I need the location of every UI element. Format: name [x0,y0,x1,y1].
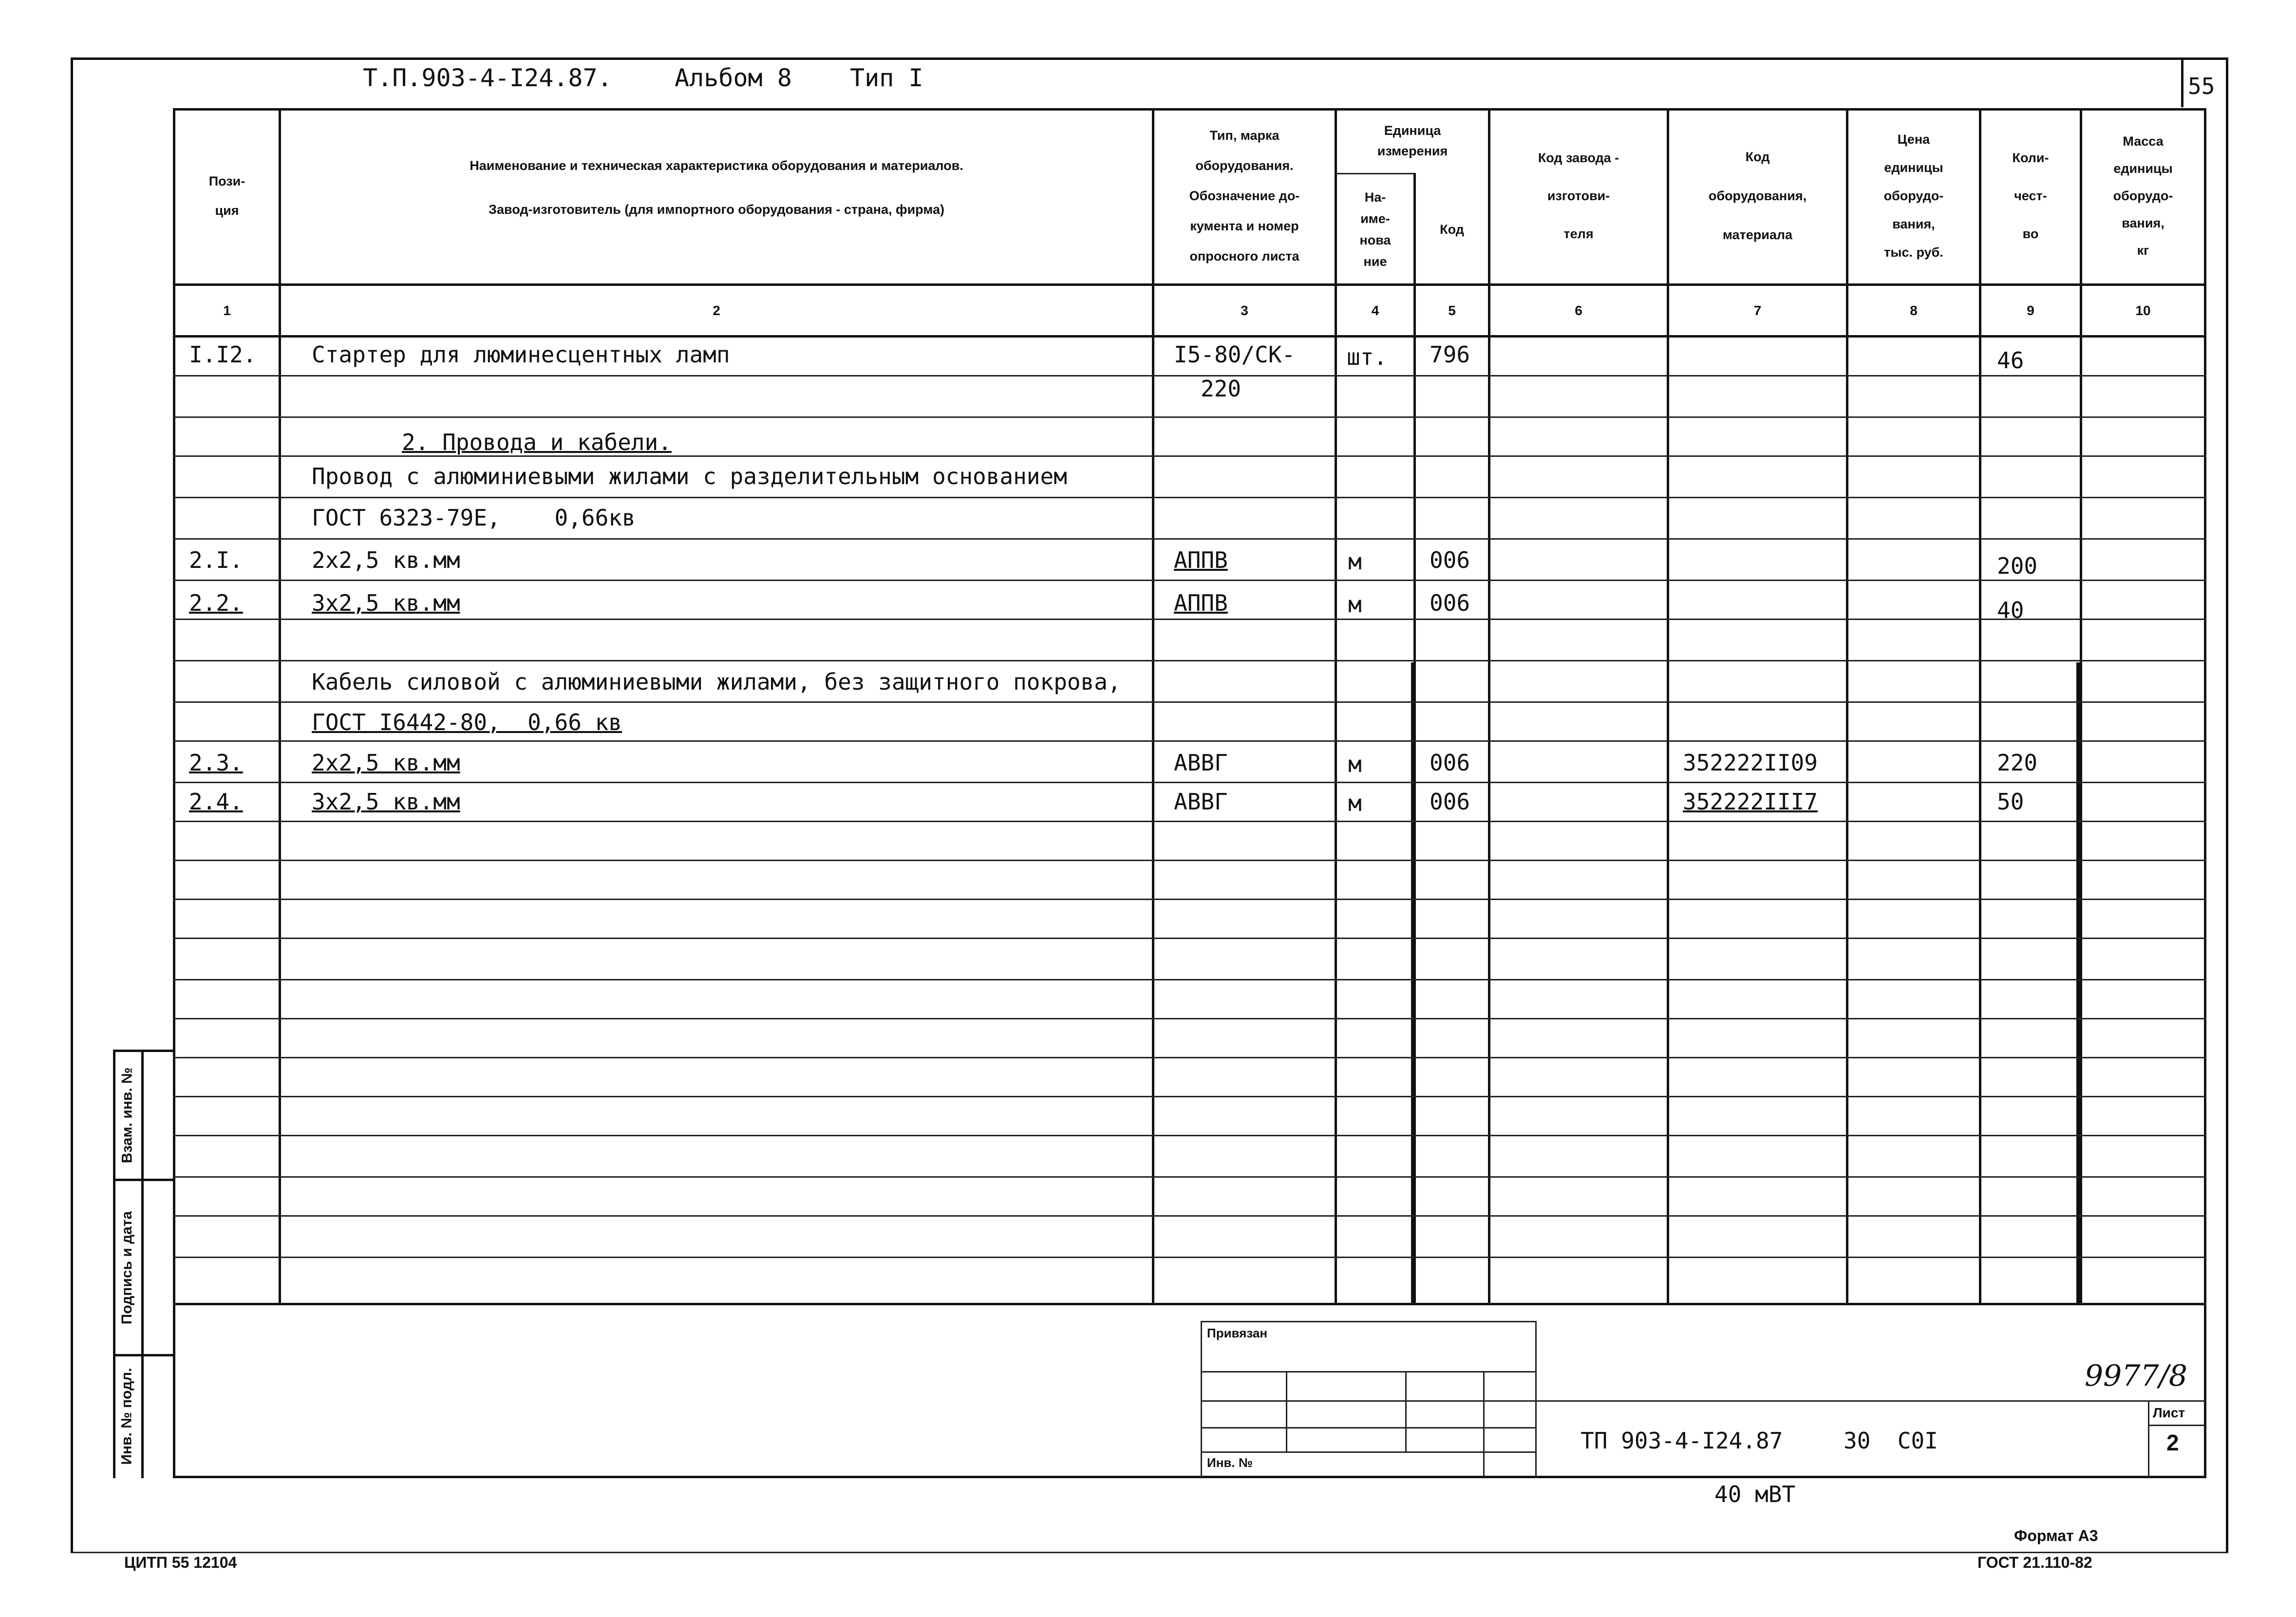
album-label: Альбом 8 [675,64,792,92]
row-divider [173,375,2206,376]
col-num-1: 1 [223,302,231,318]
frame-right [2226,57,2228,1553]
row-code: 796 [1430,341,1470,368]
row-divider [173,416,2206,418]
row-name: 3х2,5 кв.мм [312,789,460,815]
col-header-position: Пози- ция [208,174,245,218]
page-number: 55 [2188,73,2215,99]
row-unit: м [1348,548,1362,575]
row-divider [173,1135,2206,1136]
row-divider [173,740,2206,742]
doc-designation: ТП 903-4-I24.87 [1581,1428,1783,1454]
row-code: 006 [1430,789,1470,815]
row-divider [173,899,2206,900]
row-divider [173,701,2206,703]
col-num-9: 9 [2027,302,2034,318]
row-unit: шт. [1347,344,1388,370]
row-type: I5-80/СК- [1174,341,1296,368]
sheet-label: Лист [2153,1405,2185,1420]
col-header-factory-code: Код завода - изготови- теля [1538,150,1619,241]
row-name: Кабель силовой с алюминиевыми жилами, без защитного покрова, [312,669,1121,695]
col-header-type: Тип, марка оборудования. Обозначение до- кумента и номер опросного листа [1189,128,1300,263]
col-header-name-line2: Завод-изготовитель (для импортного оборудования - страна, фирма) [489,202,944,217]
row-position: 2.2. [189,590,243,616]
row-name: ГОСТ I6442-80, 0,66 кв [312,709,622,735]
row-qty: 40 [1997,597,2024,623]
row-position: I.I2. [189,341,257,368]
col-num-10: 10 [2135,302,2151,318]
row-divider [173,619,2206,620]
row-name: Стартер для люминесцентных ламп [312,341,730,368]
side-inv-replace: Взам. инв. № [119,1067,135,1164]
row-divider [173,1018,2206,1019]
type-label: Тип I [850,64,923,92]
row-unit: м [1348,790,1362,816]
col-header-price: Цена единицы оборудо- вания, тыс. руб. [1883,132,1944,260]
col-header-unit-code: Код [1440,222,1464,237]
side-inv-original: Инв. № подл. [119,1367,135,1465]
row-divider [173,821,2206,822]
frame-left [71,57,73,1553]
row-equipment-code: 352222II09 [1683,750,1818,776]
format-label: Формат А3 [2014,1527,2098,1544]
row-equipment-code: 352222III7 [1683,789,1818,815]
row-divider [173,860,2206,861]
col-header-unit-group: Единица измерения [1377,123,1448,158]
col-header-unit-name: На- име- нова ние [1359,190,1391,269]
frame-bottom [71,1552,2228,1553]
row-divider [173,1057,2206,1058]
binding-inv: Инв. № [1207,1455,1253,1470]
row-divider [173,538,2206,540]
side-sign-date: Подпись и дата [119,1211,135,1324]
row-position: 2.I. [189,547,243,573]
page-number-box-left [2181,57,2183,107]
handwritten-number: 9977/8 [2085,1359,2188,1393]
row-code: 006 [1430,590,1470,616]
col-num-5: 5 [1448,302,1456,318]
row-type: АВВГ [1174,750,1228,776]
binding-title: Привязан [1207,1326,1268,1340]
row-qty: 200 [1997,553,2038,579]
col-header-quantity: Коли- чест- во [2012,150,2049,241]
frame-top [71,57,2228,60]
row-divider [173,938,2206,939]
doc-code: Т.П.903-4-I24.87. [363,64,612,92]
row-type: АППВ [1174,590,1228,616]
row-position: 2.3. [189,750,243,776]
row-qty: 46 [1997,347,2024,374]
col-num-8: 8 [1910,302,1918,318]
row-unit: м [1348,591,1362,618]
col-num-7: 7 [1753,302,1762,318]
row-unit: м [1348,751,1362,777]
row-divider [173,782,2206,783]
col-num-4: 4 [1371,302,1379,318]
row-type: АППВ [1174,547,1228,573]
sheet-number: 2 [2166,1430,2179,1455]
col-num-6: 6 [1575,302,1582,318]
doc-below-note: 40 мВТ [1714,1481,1796,1507]
row-divider [173,1176,2206,1178]
row-name: ГОСТ 6323-79Е, 0,66кв [312,505,636,531]
row-name: 2х2,5 кв.мм [312,547,460,573]
row-qty: 220 [1997,750,2038,776]
row-divider [173,979,2206,980]
row-type: 220 [1201,376,1242,402]
row-type: АВВГ [1174,789,1228,815]
row-code: 006 [1430,750,1470,776]
footer-standard: ГОСТ 21.110-82 [1977,1554,2092,1571]
row-divider [173,580,2206,581]
row-position: 2.4. [189,789,243,815]
row-name: Провод с алюминиевыми жилами с разделительным основанием [312,463,1067,489]
row-divider [173,1096,2206,1097]
doc-section: 30 С0I [1844,1428,1938,1454]
row-divider [173,497,2206,498]
row-name: 2х2,5 кв.мм [312,750,460,776]
row-divider [173,1257,2206,1258]
row-name: 3х2,5 кв.мм [312,590,460,616]
row-divider [173,660,2206,661]
col-header-equipment-code: Код оборудования, материала [1708,150,1807,242]
row-divider [173,1215,2206,1217]
section-heading: 2. Провода и кабели. [402,429,672,455]
row-code: 006 [1430,547,1470,573]
col-header-mass: Масса единицы оборудо- вания, кг [2113,134,2173,258]
footer-left-code: ЦИТП 55 12104 [124,1554,237,1571]
col-header-name-line1: Наименование и техническая характеристика оборудования и материалов. [470,158,963,173]
col-num-3: 3 [1241,302,1248,318]
col-num-2: 2 [713,302,720,318]
row-qty: 50 [1997,789,2024,815]
